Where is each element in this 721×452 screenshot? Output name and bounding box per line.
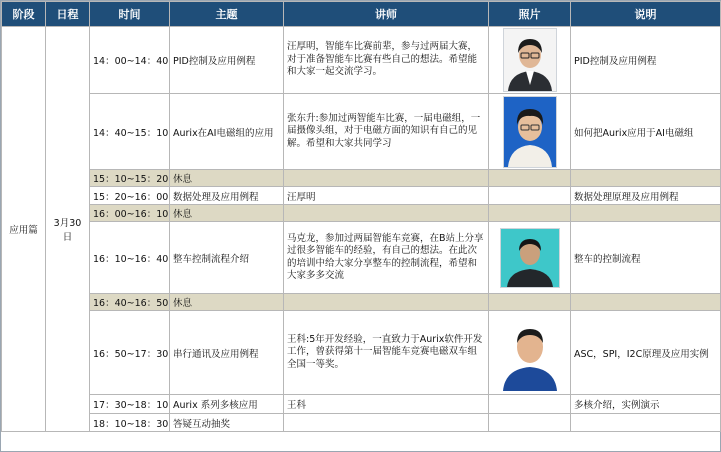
header-note: 说明 [571,2,721,27]
photo-cell [489,27,571,94]
topic-cell: 休息 [170,294,284,311]
photo-cell [489,94,571,170]
note-cell: ASC，SPI，I2C原理及应用实例 [571,311,721,395]
lecturer-cell: 汪厚明 [284,187,489,205]
time-cell: 16：00~16：10 [90,205,170,222]
photo-cell [489,294,571,311]
lecturer-cell [284,205,489,222]
photo-cell [489,187,571,205]
topic-cell: PID控制及应用例程 [170,27,284,94]
table-row [2,187,721,205]
topic-cell: 休息 [170,205,284,222]
time-cell: 16：40~16：50 [90,294,170,311]
time-cell: 14：00~14：40 [90,27,170,94]
photo-cell [489,414,571,432]
photo-cell [489,395,571,414]
lecturer-cell: 王科 [284,395,489,414]
time-cell: 16：10~16：40 [90,222,170,294]
lecturer-cell: 汪厚明，智能车比赛前辈，参与过两届大赛，对于准备智能车比赛有些自己的想法。希望能和大家一起交流学习。 [284,27,489,94]
topic-cell: Aurix 系列多核应用 [170,395,284,414]
table-row [2,170,721,187]
table-row [2,414,721,432]
photo-cell [489,311,571,395]
table-row [2,94,721,170]
topic-cell: 数据处理及应用例程 [170,187,284,205]
note-cell: 多核介绍，实例演示 [571,395,721,414]
topic-cell: 整车控制流程介绍 [170,222,284,294]
note-cell [571,170,721,187]
schedule-table [1,1,721,432]
note-cell: 数据处理原理及应用例程 [571,187,721,205]
header-topic: 主题 [170,2,284,27]
note-cell [571,414,721,432]
lecturer-cell: 马克龙，参加过两届智能车竞赛，在B站上分享过很多智能车的经验，有自己的想法。在此次的培训中给大家分享整车的控制流程，希望和大家多多交流 [284,222,489,294]
table-row [2,395,721,414]
time-cell: 16：50~17：30 [90,311,170,395]
table-row [2,27,721,94]
topic-cell: 答疑互动抽奖 [170,414,284,432]
header-time: 时间 [90,2,170,27]
lecturer-photo [503,96,557,168]
lecturer-cell [284,414,489,432]
table-row [2,294,721,311]
table-row [2,311,721,395]
photo-cell [489,170,571,187]
lecturer-cell [284,294,489,311]
note-cell [571,294,721,311]
header-row [2,2,721,27]
topic-cell: 休息 [170,170,284,187]
note-cell: PID控制及应用例程 [571,27,721,94]
date-cell: 3月30日 [46,27,90,432]
lecturer-photo [498,314,562,392]
lecturer-photo [503,28,557,92]
header-date: 日程 [46,2,90,27]
time-cell: 14：40~15：10 [90,94,170,170]
time-cell: 17：30~18：10 [90,395,170,414]
lecturer-cell: 王科:5年开发经验，一直致力于Aurix软件开发工作，曾获得第十一届智能车竞赛电磁双车组全国一等奖。 [284,311,489,395]
note-cell: 整车的控制流程 [571,222,721,294]
table-row [2,222,721,294]
photo-cell [489,205,571,222]
topic-cell: 串行通讯及应用例程 [170,311,284,395]
time-cell: 18：10~18：30 [90,414,170,432]
photo-cell [489,222,571,294]
note-cell: 如何把Aurix应用于AI电磁组 [571,94,721,170]
header-photo: 照片 [489,2,571,27]
stage-cell: 应用篇 [2,27,46,432]
header-stage: 阶段 [2,2,46,27]
header-lecturer: 讲师 [284,2,489,27]
lecturer-cell: 张东升:参加过两智能车比赛，一届电磁组，一届摄像头组，对于电磁方面的知识有自己的见解。希望和大家共同学习 [284,94,489,170]
time-cell: 15：10~15：20 [90,170,170,187]
note-cell [571,205,721,222]
time-cell: 15：20~16：00 [90,187,170,205]
lecturer-photo [500,228,560,288]
table-row [2,205,721,222]
topic-cell: Aurix在AI电磁组的应用 [170,94,284,170]
lecturer-cell [284,170,489,187]
